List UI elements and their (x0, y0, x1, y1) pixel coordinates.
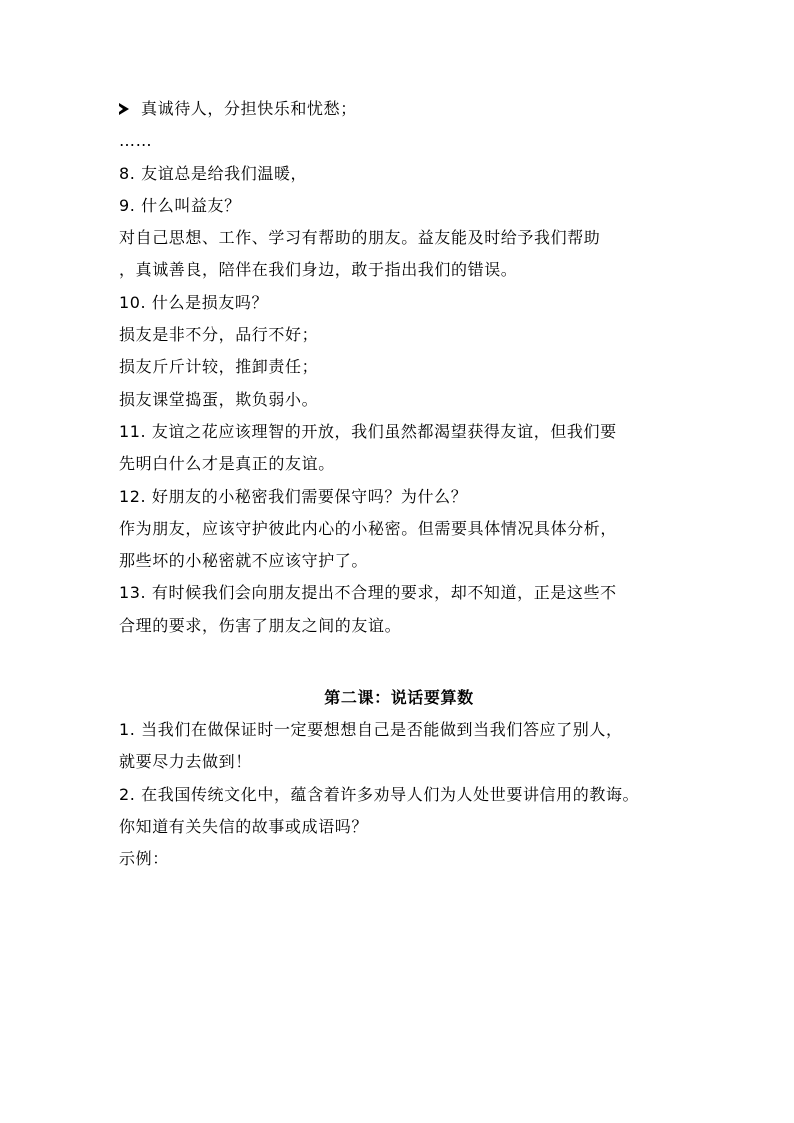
item-13-line: 13. 有时候我们会向朋友提出不合理的要求，却不知道，正是这些不 (119, 583, 617, 603)
lesson2-item-2-line: 你知道有关失信的故事或成语吗？ (119, 816, 369, 836)
arrow-bullet-icon (119, 103, 129, 115)
item-9-question-line: 9. 什么叫益友？ (119, 195, 241, 215)
lesson-heading: 第二课：说话要算数 (324, 688, 474, 708)
item-8-line: 8. 友谊总是给我们温暖， (119, 163, 308, 183)
item-11-line: 11. 友谊之花应该理智的开放，我们虽然都渴望获得友谊，但我们要 (119, 421, 617, 441)
item-12-answer-line: 作为朋友，应该守护彼此内心的小秘密。但需要具体情况具体分析， (119, 518, 618, 538)
bullet-text: 真诚待人，分担快乐和忧愁； (141, 99, 357, 118)
item-10-answer-line: 损友是非不分，品行不好； (119, 325, 319, 345)
ellipsis-line: …… (119, 131, 153, 151)
item-13-line: 合理的要求，伤害了朋友之间的友谊。 (119, 615, 402, 635)
item-9-answer-line: ，真诚善良，陪伴在我们身边，敢于指出我们的错误。 (119, 260, 518, 280)
document-content (119, 93, 689, 876)
lesson2-item-1-line: 就要尽力去做到！ (119, 752, 252, 772)
item-10-answer-line: 损友课堂捣蛋，欺负弱小。 (119, 389, 319, 409)
lesson2-item-1-line: 1. 当我们在做保证时一定要想想自己是否能做到当我们答应了别人， (119, 720, 623, 740)
item-9-answer-line: 对自己思想、工作、学习有帮助的朋友。益友能及时给予我们帮助 (119, 228, 601, 248)
item-12-answer-line: 那些坏的小秘密就不应该守护了。 (119, 551, 369, 571)
item-10-question-line: 10. 什么是损友吗？ (119, 292, 269, 312)
bullet-line (119, 93, 689, 125)
lesson2-example-line: 示例： (119, 849, 169, 869)
item-10-answer-line: 损友斤斤计较，推卸责任； (119, 357, 319, 377)
section-spacer (119, 642, 689, 682)
lesson2-item-2-line: 2. 在我国传统文化中，蕴含着许多劝导人们为人处世要讲信用的教诲。 (119, 784, 640, 804)
item-12-question-line: 12. 好朋友的小秘密我们需要保守吗？为什么？ (119, 486, 468, 506)
item-11-line: 先明白什么才是真正的友谊。 (119, 454, 335, 474)
